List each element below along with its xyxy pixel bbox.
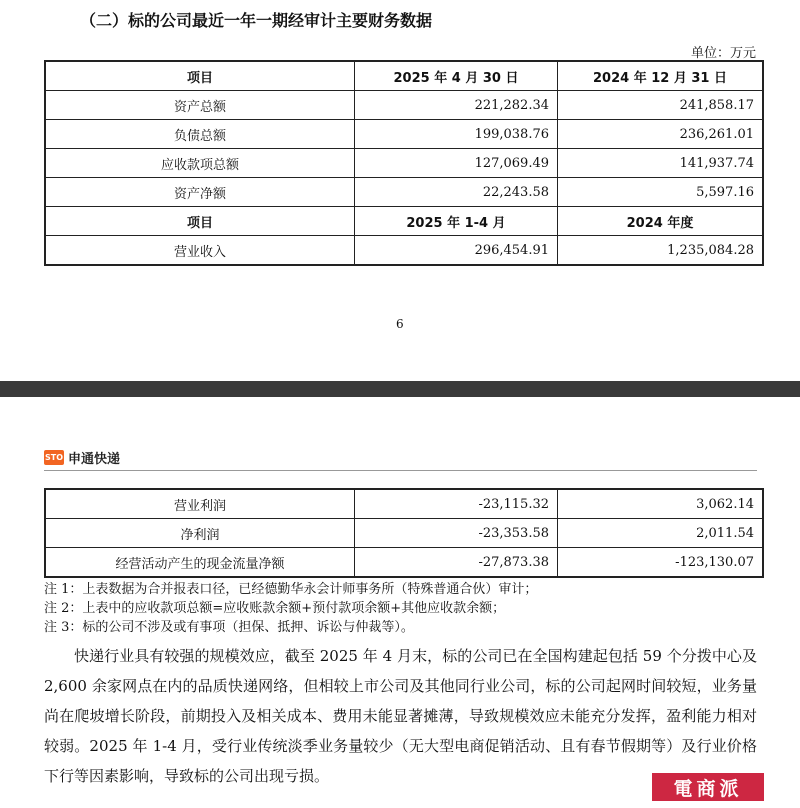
row-value: -123,130.07 (558, 548, 764, 578)
section-heading: （二）标的公司最近一年一期经审计主要财务数据 (80, 11, 433, 30)
row-value: 236,261.01 (558, 120, 764, 149)
row-value: 296,454.91 (355, 236, 558, 266)
row-label: 应收款项总额 (45, 149, 355, 178)
table-row (45, 120, 763, 149)
row-label: 净利润 (45, 519, 355, 548)
header-cell: 项目 (45, 207, 355, 236)
table-row (45, 149, 763, 178)
row-value: 199,038.76 (355, 120, 558, 149)
page-number: 6 (396, 317, 404, 331)
note-3: 注 3：标的公司不涉及或有事项（担保、抵押、诉讼与仲裁等）。 (44, 620, 414, 635)
header-cell: 2024 年 12 月 31 日 (558, 61, 764, 91)
logo-text: 申通快递 (68, 452, 121, 467)
sto-logo-icon: STO (44, 450, 64, 465)
row-value: 241,858.17 (558, 91, 764, 120)
financial-table-1 (44, 60, 764, 266)
row-value: 1,235,084.28 (558, 236, 764, 266)
table-row (45, 489, 763, 519)
row-label: 资产净额 (45, 178, 355, 207)
header-cell: 项目 (45, 61, 355, 91)
row-value: 2,011.54 (558, 519, 764, 548)
note-2: 注 2：上表中的应收款项总额=应收账款余额+预付款项余额+其他应收款余额； (44, 601, 506, 616)
unit-label: 单位：万元 (690, 46, 756, 61)
watermark-logo: 電商派 (652, 773, 764, 801)
row-value: 127,069.49 (355, 149, 558, 178)
table-row (45, 91, 763, 120)
table-header-row (45, 207, 763, 236)
row-value: 22,243.58 (355, 178, 558, 207)
table-notes (44, 580, 537, 637)
row-value: -27,873.38 (355, 548, 558, 578)
header-rule (44, 470, 757, 471)
row-value: -23,353.58 (355, 519, 558, 548)
header-cell: 2024 年度 (558, 207, 764, 236)
row-value: 3,062.14 (558, 489, 764, 519)
table-row (45, 519, 763, 548)
table-row (45, 548, 763, 578)
row-label: 负债总额 (45, 120, 355, 149)
header-cell: 2025 年 4 月 30 日 (355, 61, 558, 91)
row-value: 221,282.34 (355, 91, 558, 120)
row-label: 经营活动产生的现金流量净额 (45, 548, 355, 578)
page-divider (0, 381, 800, 397)
financial-table-2 (44, 488, 764, 578)
table-row (45, 236, 763, 266)
company-logo (44, 448, 120, 467)
row-value: 5,597.16 (558, 178, 764, 207)
row-label: 营业利润 (45, 489, 355, 519)
header-cell: 2025 年 1-4 月 (355, 207, 558, 236)
row-value: -23,115.32 (355, 489, 558, 519)
table-row (45, 178, 763, 207)
row-label: 营业收入 (45, 236, 355, 266)
row-label: 资产总额 (45, 91, 355, 120)
row-value: 141,937.74 (558, 149, 764, 178)
body-paragraph: 快递行业具有较强的规模效应，截至 2025 年 4 月末，标的公司已在全国构建起包括 59 个分拨中心及 2,600 余家网点在内的品质快递网络，但相较上市公司及其他同行业公司，标的公司起网时间较短，业务量尚在爬坡增长阶段，前期投入及相关成本、费用未能显著摊薄，导致规模效应未能充分发挥，盈利能力相对较弱。2025 年 1-4 月，受行业传统淡季业务量较少（无大型电商促销活动、且有春节假期等）及行业价格下行等因素影响，导致标的公司出现亏损。 (44, 647, 757, 785)
table-header-row (45, 61, 763, 91)
note-1: 注 1：上表数据为合并报表口径，已经德勤华永会计师事务所（特殊普通合伙）审计； (44, 582, 538, 597)
